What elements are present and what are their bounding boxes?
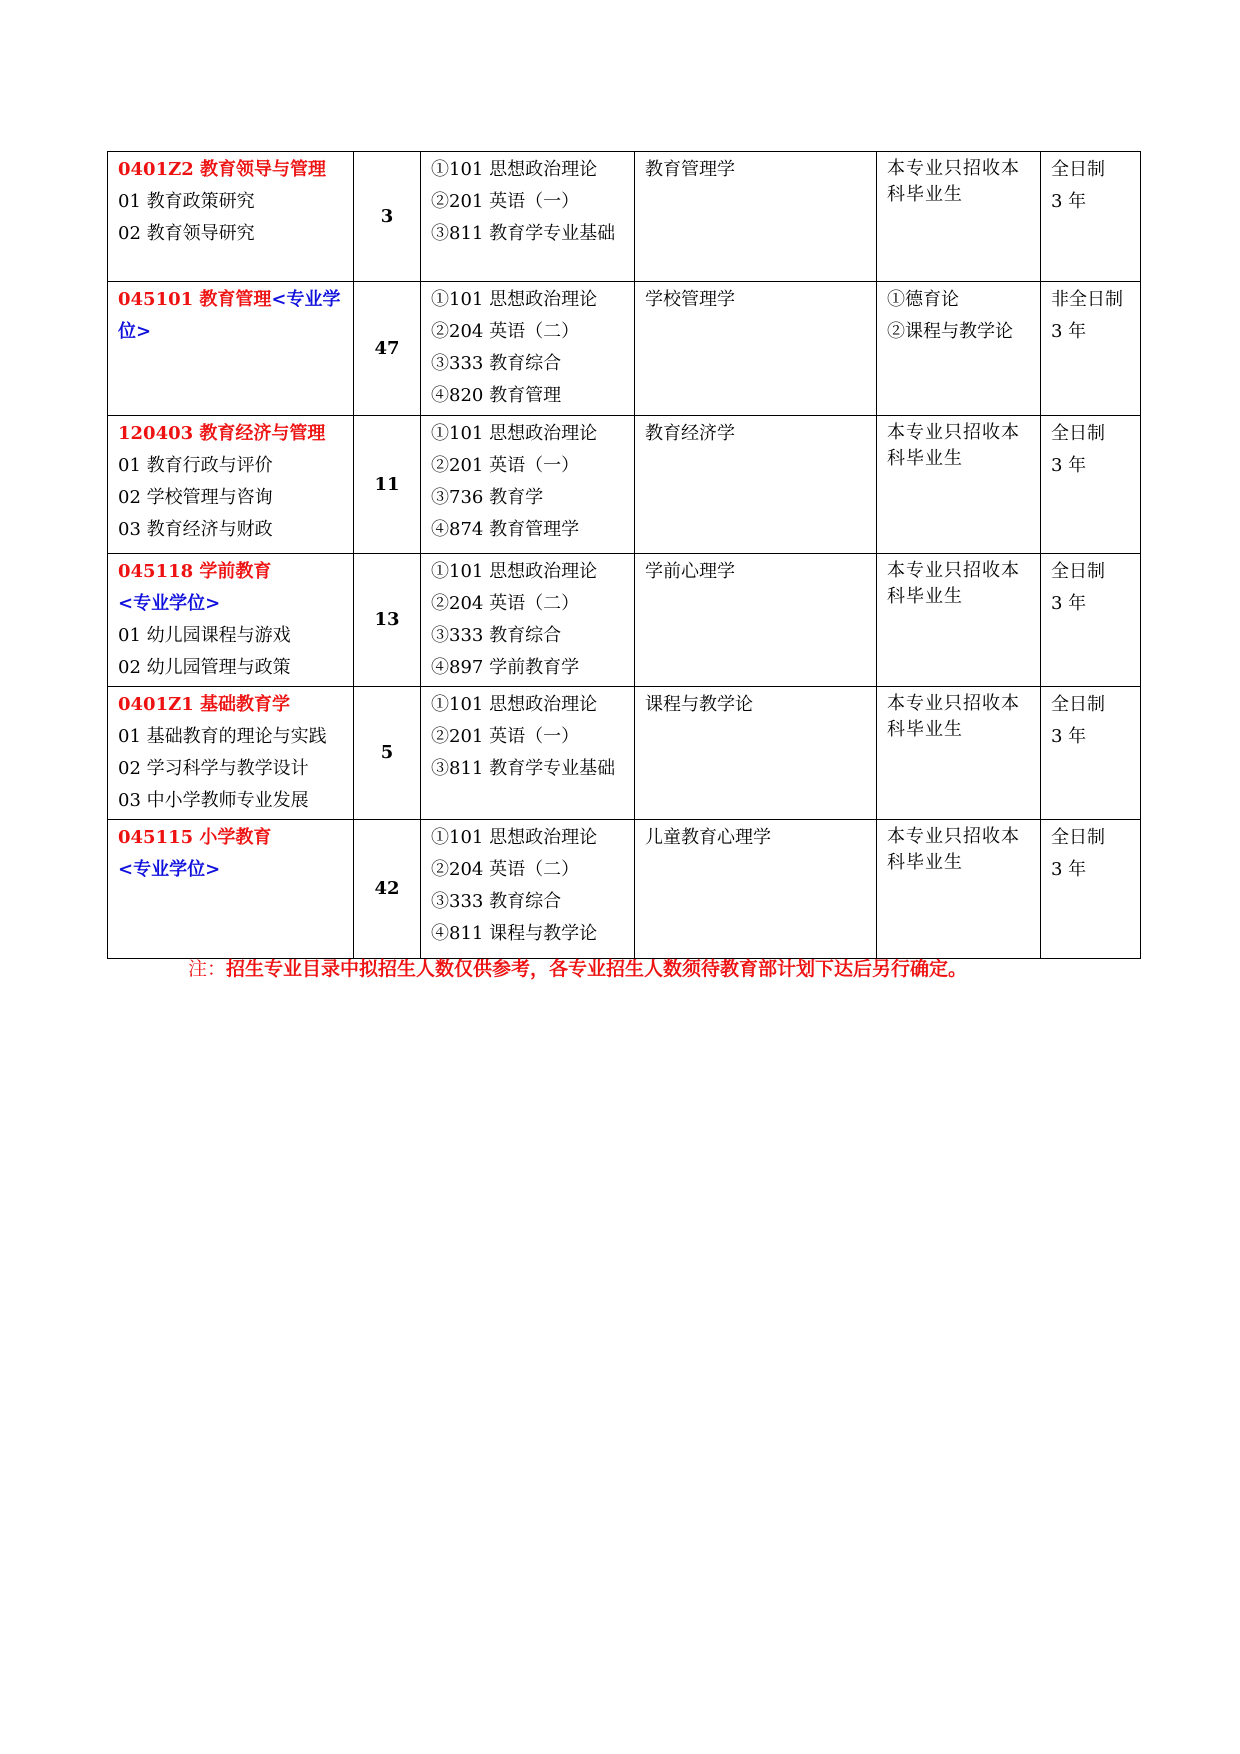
study-mode-cell [1041,416,1141,554]
enrollment-catalog-table [107,151,1141,959]
additional-exam-item: ②课程与教学论 [887,321,1013,342]
retest-subject: 学前心理学 [635,554,877,687]
research-direction: 01 幼儿园课程与游戏 [118,625,291,646]
major-cell [108,687,354,820]
exam-subjects-cell [421,554,635,687]
exam-subject: ②201 英语（一） [431,455,580,476]
major-row [108,554,1141,687]
exam-subject: ②204 英语（二） [431,321,580,342]
study-mode: 全日制 [1051,159,1105,180]
major-row [108,820,1141,959]
study-duration: 3 年 [1051,321,1087,342]
major-title-line [118,689,347,721]
exam-subjects-cell [421,416,635,554]
major-title: 0401Z1 基础教育学 [118,694,291,715]
major-row [108,152,1141,282]
major-row [108,687,1141,820]
study-mode: 全日制 [1051,827,1105,848]
research-direction: 01 基础教育的理论与实践 [118,726,327,747]
exam-subject: ③333 教育综合 [431,353,562,374]
major-title: 045115 小学教育 [118,827,272,848]
study-duration: 3 年 [1051,191,1087,212]
study-mode-cell [1041,152,1141,282]
additional-exam-item: 本专业只招收本科毕业生 [887,422,1020,469]
major-title-line [118,418,347,450]
additional-exam-item: 本专业只招收本科毕业生 [887,560,1020,607]
footnote [188,953,1068,986]
exam-subject: ④811 课程与教学论 [431,923,598,944]
exam-subject: ②204 英语（二） [431,593,580,614]
exam-subject: ③333 教育综合 [431,891,562,912]
study-duration: 3 年 [1051,593,1087,614]
exam-subject: ④874 教育管理学 [431,519,580,540]
exam-subject: ④897 学前教育学 [431,657,580,678]
enrollment-count: 13 [354,554,421,687]
enrollment-count: 47 [354,282,421,416]
additional-exam-cell [877,687,1041,820]
research-direction: 02 学校管理与咨询 [118,487,273,508]
exam-subject: ②201 英语（一） [431,191,580,212]
major-cell [108,416,354,554]
exam-subjects-cell [421,282,635,416]
exam-subjects-cell [421,152,635,282]
exam-subject: ③811 教育学专业基础 [431,223,616,244]
additional-exam-item: ①德育论 [887,289,959,310]
exam-subject: ①101 思想政治理论 [431,827,598,848]
study-mode-cell [1041,282,1141,416]
study-mode-cell [1041,554,1141,687]
research-direction: 03 教育经济与财政 [118,519,273,540]
research-direction: 01 教育行政与评价 [118,455,273,476]
major-title: 120403 教育经济与管理 [118,423,326,444]
research-direction: 02 学习科学与教学设计 [118,758,309,779]
major-title-line [118,556,347,588]
degree-type-tag: <专业学位> [118,593,221,614]
research-direction: 02 教育领导研究 [118,223,255,244]
retest-subject: 教育经济学 [635,416,877,554]
retest-subject: 教育管理学 [635,152,877,282]
study-duration: 3 年 [1051,859,1087,880]
study-mode: 全日制 [1051,561,1105,582]
exam-subject: ①101 思想政治理论 [431,159,598,180]
exam-subject: ①101 思想政治理论 [431,694,598,715]
enrollment-count: 42 [354,820,421,959]
degree-type-tag: <专业学位> [118,289,341,342]
study-duration: 3 年 [1051,726,1087,747]
major-row [108,416,1141,554]
exam-subject: ③333 教育综合 [431,625,562,646]
study-duration: 3 年 [1051,455,1087,476]
exam-subject: ①101 思想政治理论 [431,423,598,444]
enrollment-count: 11 [354,416,421,554]
additional-exam-cell [877,152,1041,282]
major-title-line [118,284,347,348]
exam-subject: ②204 英语（二） [431,859,580,880]
retest-subject: 课程与教学论 [635,687,877,820]
retest-subject: 儿童教育心理学 [635,820,877,959]
major-row [108,282,1141,416]
exam-subject: ③736 教育学 [431,487,544,508]
catalog-body [108,152,1141,959]
major-cell [108,282,354,416]
major-cell [108,554,354,687]
major-cell [108,152,354,282]
additional-exam-cell [877,820,1041,959]
major-title: 0401Z2 教育领导与管理 [118,159,327,180]
exam-subject: ①101 思想政治理论 [431,289,598,310]
research-direction: 03 中小学教师专业发展 [118,790,309,811]
study-mode: 全日制 [1051,423,1105,444]
major-cell [108,820,354,959]
study-mode: 全日制 [1051,694,1105,715]
additional-exam-item: 本专业只招收本科毕业生 [887,693,1020,740]
research-direction: 02 幼儿园管理与政策 [118,657,291,678]
study-mode: 非全日制 [1051,289,1123,310]
enrollment-count: 5 [354,687,421,820]
additional-exam-cell [877,416,1041,554]
major-title: 045101 教育管理 [118,289,272,310]
enrollment-count: 3 [354,152,421,282]
study-mode-cell [1041,687,1141,820]
retest-subject: 学校管理学 [635,282,877,416]
exam-subjects-cell [421,687,635,820]
study-mode-cell [1041,820,1141,959]
footnote-label: 注： [188,958,227,980]
degree-type-tag: <专业学位> [118,859,221,880]
additional-exam-item: 本专业只招收本科毕业生 [887,158,1020,205]
exam-subject: ④820 教育管理 [431,385,562,406]
major-title-line [118,154,347,186]
exam-subject: ①101 思想政治理论 [431,561,598,582]
exam-subject: ③811 教育学专业基础 [431,758,616,779]
major-title-line [118,822,347,854]
exam-subject: ②201 英语（一） [431,726,580,747]
major-title: 045118 学前教育 [118,561,272,582]
footnote-text: 招生专业目录中拟招生人数仅供参考，各专业招生人数须待教育部计划下达后另行确定。 [226,958,968,980]
research-direction: 01 教育政策研究 [118,191,255,212]
additional-exam-cell [877,282,1041,416]
additional-exam-item: 本专业只招收本科毕业生 [887,826,1020,873]
additional-exam-cell [877,554,1041,687]
exam-subjects-cell [421,820,635,959]
